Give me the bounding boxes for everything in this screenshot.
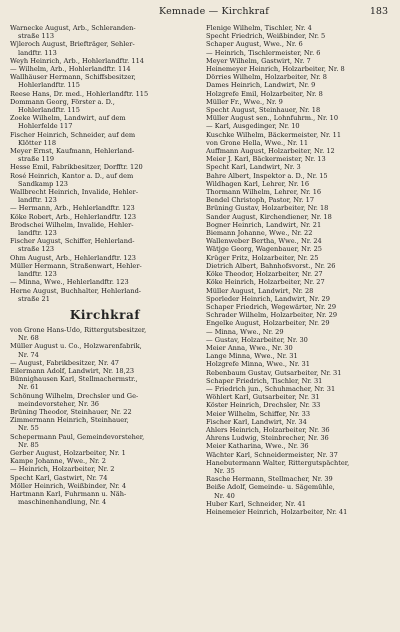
directory-entry: Dörries Wilhelm, Holzarbeiter, Nr. 8 <box>206 73 328 82</box>
directory-entry: Rebenbaum Gustav, Gutsarbeiter, Nr. 31 <box>206 368 342 377</box>
directory-entry: Müller August sen., Lohnfuhrm., Nr. 10 <box>206 114 339 123</box>
directory-entry: Weyh Heinrich, Arb., Hohlerlandftr. 114 <box>10 56 144 65</box>
directory-entry: Schepermann Paul, Gemeindevorsteher, Nr. 85 <box>10 432 145 449</box>
directory-entry: Schaper Friedrich, Tischler, Nr. 31 <box>206 376 323 385</box>
directory-entry: Zoeke Wilhelm, Landwirt, auf dem Hohlerfelde 117 <box>10 114 126 131</box>
directory-entry: Möller Heinrich, Weißbinder, Nr. 4 <box>10 481 127 490</box>
directory-entry: Hartmann Karl, Fuhrmann u. Näh- maschinenhandlung, Nr. 4 <box>10 489 127 507</box>
directory-entry: von Grone Hella, Wwe., Nr. 11 <box>206 138 309 147</box>
directory-entry: Dames Heinrich, Landwirt, Nr. 9 <box>206 81 316 90</box>
directory-entry: Sander August, Kirchendiener, Nr. 18 <box>206 212 332 221</box>
directory-entry: Wallbrecht Heinrich, Invalide, Hehler- landftr. 123 <box>10 188 139 205</box>
page-number: 183 <box>369 6 388 17</box>
directory-entry: Heinemeier Heinrich, Holzarbeiter, Nr. 41 <box>206 507 348 516</box>
directory-entry: Heinemeyer Heinrich, Holzarbeiter, Nr. 8 <box>206 65 345 74</box>
directory-entry: Brodschei Wilhelm, Invalide, Hehler- landftr. 123 <box>10 220 134 238</box>
directory-entry: Schaper August, Wwe., Nr. 6 <box>206 40 303 49</box>
right-column <box>206 24 394 516</box>
directory-entry: Bahre Albert, Inspektor a. D., Nr. 15 <box>206 171 328 180</box>
directory-entry: Müller August u. Co., Holzwarenfabrik, Nr. 74 <box>10 342 142 359</box>
directory-entry: Specht Karl, Gastwirt, Nr. 74 <box>10 473 108 482</box>
directory-entry: Meier Katharina, Wwe., Nr. 36 <box>206 442 309 451</box>
directory-entry: Müller Fr., Wwe., Nr. 9 <box>206 97 283 106</box>
directory-entry: Hesse Emil, Fabrikbesitzer, Dorfftr. 120 <box>10 163 143 172</box>
directory-entry: Ohm August, Arb., Hehlerlandftr. 123 <box>10 253 136 262</box>
directory-entry: Müller August, Landwirt, Nr. 28 <box>206 286 314 295</box>
directory-entry: Auffmann August, Holzarbeiter, Nr. 12 <box>206 147 335 156</box>
directory-entry: Meier J. Karl, Bäckermeister, Nr. 13 <box>206 155 326 164</box>
directory-entry: Gerber August, Holzarbeiter, Nr. 1 <box>10 448 126 457</box>
directory-entry: Wallenweber Bertha, Wwe., Nr. 24 <box>206 237 322 246</box>
directory-entry: Schaper Friedrich, Wegewärter, Nr. 29 <box>206 302 337 311</box>
directory-entry: — Hermann, Arb., Hehlerlandftr. 123 <box>10 204 135 213</box>
directory-entry: von Grone Hans-Udo, Rittergutsbesitzer, Nr. 68 <box>10 325 147 343</box>
directory-entry: Ahlers Heinrich, Holzarbeiter, Nr. 36 <box>206 425 330 434</box>
page-header <box>40 6 388 20</box>
directory-entry: Rosé Heinrich, Kantor a. D., auf dem Sandkamp 123 <box>10 171 134 188</box>
directory-entry: Bendel Christoph, Pastor, Nr. 17 <box>206 196 315 205</box>
directory-entry: Specht Karl, Landwirt, Nr. 3 <box>206 163 301 172</box>
left-entries <box>10 24 200 303</box>
directory-entry: Müller Hermann, Straßenwart, Hehler- landftr. 123 <box>10 261 142 279</box>
directory-entry: Specht August, Steinhauer, Nr. 18 <box>206 106 321 115</box>
directory-entry: Fischer Heinrich, Schneider, auf dem Klötter 118 <box>10 130 136 147</box>
directory-entry: Köke Robert, Arb., Hehlerlandftr. 123 <box>10 212 137 221</box>
directory-entry: Sporleder Heinrich, Landwirt, Nr. 29 <box>206 294 330 303</box>
directory-entry: Köke Heinrich, Holzarbeiter, Nr. 27 <box>206 278 325 287</box>
directory-entry: Flenige Wilhelm, Tischler, Nr. 4 <box>206 24 312 32</box>
directory-entry: Köke Theodor, Holzarbeiter, Nr. 27 <box>206 270 323 279</box>
directory-entry: Wöhlert Karl, Gutsarbeiter, Nr. 31 <box>206 393 320 402</box>
directory-entry: Eilermann Adolf, Landwirt, Nr. 18,23 <box>10 366 135 375</box>
directory-entry: Rasche Hermann, Stellmacher, Nr. 39 <box>206 475 333 484</box>
directory-entry: — Heinrich, Tischlermeister, Nr. 6 <box>206 48 321 57</box>
directory-entry: Bünnighausen Karl, Stellmachermstr., Nr. 61 <box>10 375 138 392</box>
directory-entry: Schrader Wilhelm, Holzarbeiter, Nr. 29 <box>206 311 338 320</box>
directory-entry: Zimmermann Heinrich, Steinhauer, Nr. 55 <box>10 416 129 433</box>
directory-entry: Huber Karl, Schneider, Nr. 41 <box>206 499 306 508</box>
section-entries <box>10 326 200 506</box>
directory-entry: Meyer Wilhelm, Gastwirt, Nr. 7 <box>206 56 311 65</box>
directory-entry: Warnecke August, Arb., Schleranden- straße 113 <box>10 24 136 41</box>
directory-entry: — Karl, Ausgedinger, Nr. 10 <box>206 122 300 131</box>
directory-entry: Bogner Heinrich, Landwirt, Nr. 21 <box>206 220 322 229</box>
directory-entry: Holzgrefe Minna, Wwe., Nr. 31 <box>206 360 310 369</box>
directory-entry: Fischer Karl, Landwirt, Nr. 34 <box>206 417 307 426</box>
directory-entry: Reese Hans, Dr. med., Hohlerlandftr. 115 <box>10 89 149 98</box>
directory-entry: — Heinrich, Holzarbeiter, Nr. 2 <box>10 465 115 474</box>
directory-entry: — August, Fabrikbesitzer, Nr. 47 <box>10 358 119 367</box>
directory-entry: — Friedrich jun., Schuhmacher, Nr. 31 <box>206 384 336 393</box>
directory-entry: Wildhagen Karl, Lehrer, Nr. 16 <box>206 179 310 188</box>
directory-entry: Kampe Johanne, Wwe., Nr. 2 <box>10 457 106 466</box>
directory-entry: Hanebutermann Walter, Rittergutspächter, Nr. 35 <box>206 458 350 475</box>
directory-entry: Thormann Wilhelm, Lehrer, Nr. 16 <box>206 188 322 197</box>
directory-entry: Krüger Fritz, Holzarbeiter, Nr. 25 <box>206 253 319 262</box>
directory-entry: Biemann Johanne, Wwe., Nr. 22 <box>206 229 313 238</box>
directory-entry: Specht Friedrich, Weißbinder, Nr. 5 <box>206 32 326 41</box>
directory-entry: Schönung Wilhelm, Drechsler und Ge- meindevorsteher, Nr. 36 <box>10 391 139 408</box>
directory-entry: — Gustav, Holzarbeiter, Nr. 30 <box>206 335 308 344</box>
directory-entry: — Wilhelm, Arb., Hohlerlandftr. 114 <box>10 65 131 74</box>
directory-entry: Brüning Theodor, Steinhauer, Nr. 22 <box>10 407 132 416</box>
directory-entry: Herne August, Buchhalter, Hehlerland- straße 21 <box>10 286 142 303</box>
directory-entry: Köster Heinrich, Drechsler, Nr. 33 <box>206 401 321 410</box>
directory-entry: Meier Anna, Wwe., Nr. 30 <box>206 343 293 352</box>
section-heading: Kirchkraf <box>69 307 141 322</box>
right-entries <box>206 24 394 516</box>
directory-entry: Beiße Adolf, Gemeinde- u. Sägemühle, Nr. 40 <box>206 483 335 500</box>
left-column <box>10 24 200 506</box>
directory-entry: Ahrens Ludwig, Steinbrecher, Nr. 36 <box>206 434 329 443</box>
directory-entry: Meyer Ernst, Kaufmann, Hehlerland- straße 119 <box>10 147 135 164</box>
directory-entry: Holzgrefe Emil, Holzarbeiter, Nr. 8 <box>206 89 323 98</box>
directory-entry: Dommann Georg, Förster a. D., Hohlerlandftr. 115 <box>10 97 115 115</box>
directory-entry: Wätjge Georg, Wagenbauer, Nr. 25 <box>206 245 322 254</box>
directory-entry: Meier Wilhelm, Schiffer, Nr. 33 <box>206 409 311 418</box>
directory-entry: Wjleroch August, Briefträger, Sehler- landftr. 113 <box>10 40 135 57</box>
directory-entry: Dietrich Albert, Bahnhofsvorst., Nr. 26 <box>206 261 336 270</box>
directory-entry: Engelke August, Holzarbeiter, Nr. 29 <box>206 319 330 328</box>
directory-entry: Wallhäuser Hermann, Schiffsbesitzer, Hohlerlandftr. 115 <box>10 73 136 90</box>
directory-entry: Fischer August, Schiffer, Hehlerland- straße 123 <box>10 237 135 254</box>
running-title: Kemnade — Kirchkraf <box>159 6 269 17</box>
directory-entry: — Minna, Wwe., Nr. 29 <box>206 327 284 336</box>
directory-entry: Wächter Karl, Schneidermeister, Nr. 37 <box>206 450 338 459</box>
directory-entry: Lange Minna, Wwe., Nr. 31 <box>206 352 298 361</box>
directory-entry: Kuschke Wilhelm, Bäckermeister, Nr. 11 <box>206 130 342 139</box>
directory-entry: Brüning Gustav, Holzarbeiter, Nr. 18 <box>206 204 329 213</box>
directory-entry: — Minna, Wwe., Hehlerlandftr. 123 <box>10 278 129 287</box>
